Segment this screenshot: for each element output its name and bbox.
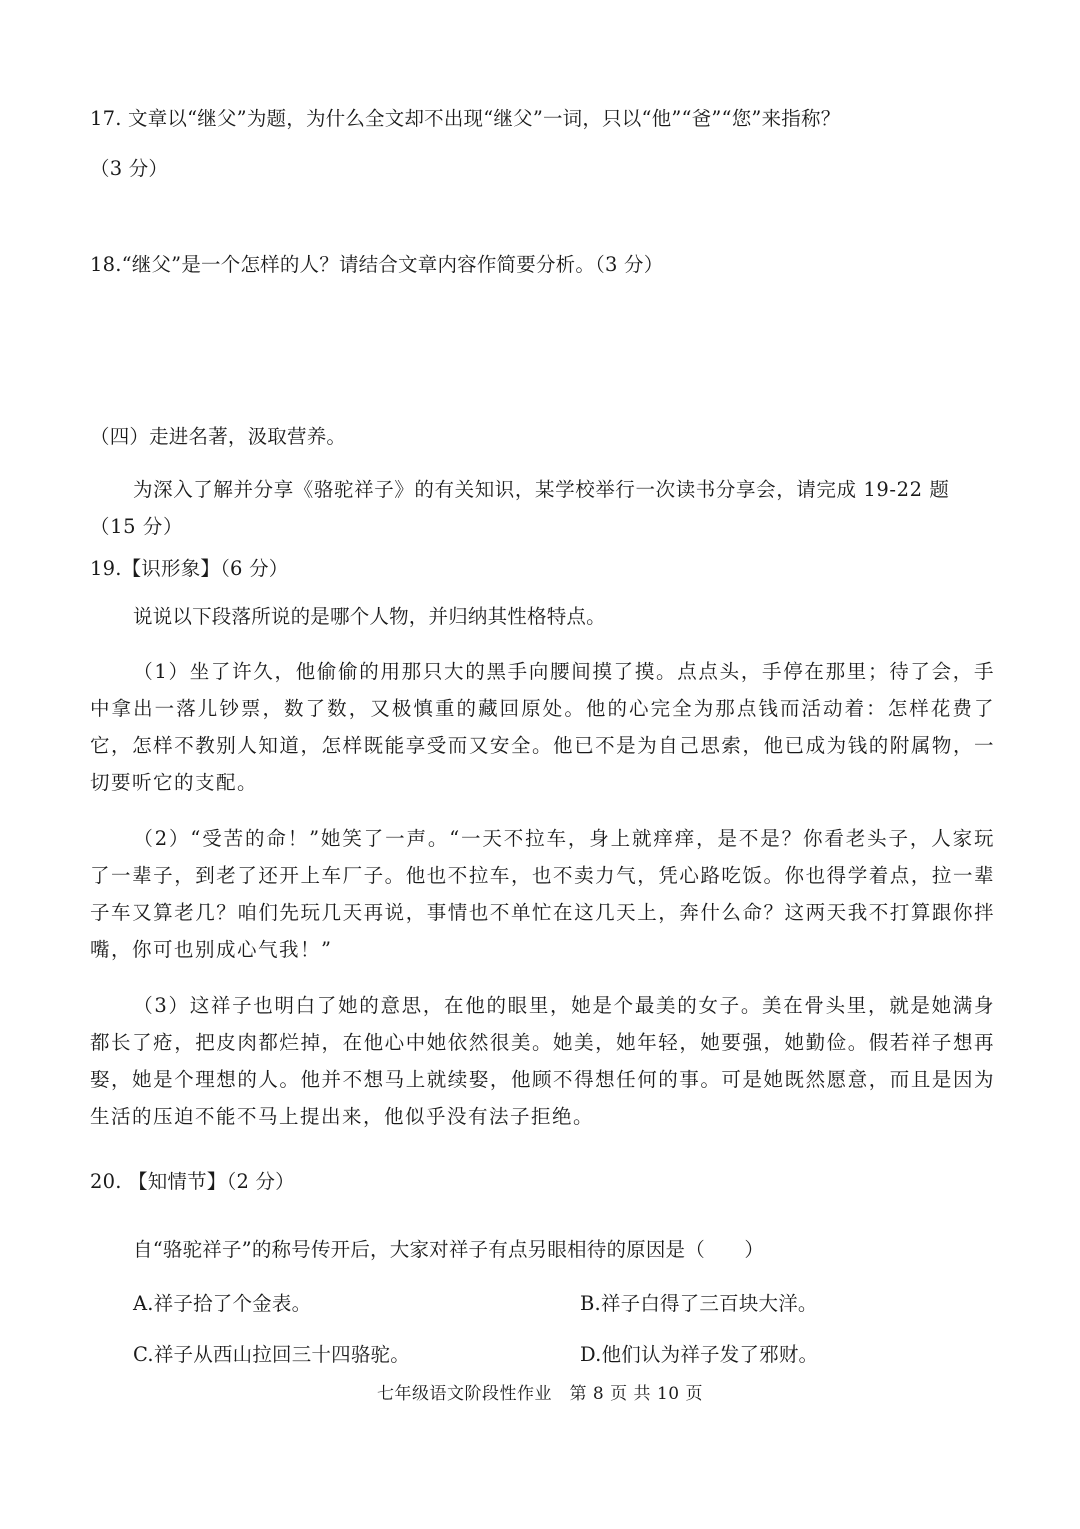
passage-1 xyxy=(90,653,995,801)
passage-2 xyxy=(90,820,995,968)
question-19-instruction: 说说以下段落所说的是哪个人物，并归纳其性格特点。 xyxy=(133,605,606,628)
passage-1-text: （1）坐了许久，他偷偷的用那只大的黑手向腰间摸了摸。点点头，手停在那里；待了会，手中拿出一落儿钞票，数了数，又极慎重的藏回原处。他的心完全为那点钱而活动着：怎样花费了它，怎样不教别人知道，怎样既能享受而又安全。他已不是为自己思索，他已成为钱的附属物，一切要听它的支配。 xyxy=(90,660,995,794)
page-footer: 七年级语文阶段性作业 第 8 页 共 10 页 xyxy=(377,1384,703,1404)
section-4-intro-text: 为深入了解并分享《骆驼祥子》的有关知识，某学校举行一次读书分享会，请完成 19-22 题（15 分） xyxy=(90,478,950,538)
question-20-text: 自“骆驼祥子”的称号传开后，大家对祥子有点另眼相待的原因是（ ） xyxy=(133,1238,765,1261)
option-c: C.祥子从西山拉回三十四骆驼。 xyxy=(133,1343,410,1366)
passage-3 xyxy=(90,987,995,1135)
option-d: D.他们认为祥子发了邪财。 xyxy=(580,1343,819,1366)
question-20-title: 20. 【知情节】（2 分） xyxy=(90,1170,295,1193)
question-17-score: （3 分） xyxy=(90,157,169,180)
option-a: A.祥子拾了个金表。 xyxy=(133,1292,312,1315)
passage-2-text: （2）“受苦的命！”她笑了一声。“一天不拉车，身上就痒痒，是不是？你看老头子，人家玩了一辈子，到老了还开上车厂子。他也不拉车，也不卖力气，凭心路吃饭。你也得学着点，拉一辈子车又算老几？咱们先玩几天再说，事情也不单忙在这几天上，奔什么命？这两天我不打算跟你拌嘴，你可也别成心气我！” xyxy=(90,827,995,961)
section-4-intro xyxy=(90,471,995,545)
passage-3-text: （3）这祥子也明白了她的意思，在他的眼里，她是个最美的女子。美在骨头里，就是她满身都长了疮，把皮肉都烂掉，在他心中她依然很美。她美，她年轻，她要强，她勤俭。假若祥子想再娶，她是个理想的人。他并不想马上就续娶，他顾不得想任何的事。可是她既然愿意，而且是因为生活的压迫不能不马上提出来，他似乎没有法子拒绝。 xyxy=(90,994,995,1128)
section-4-title: （四）走进名著，汲取营养。 xyxy=(90,425,347,448)
question-18-text: 18.“继父”是一个怎样的人？请结合文章内容作简要分析。（3 分） xyxy=(90,253,664,276)
question-19-title: 19.【识形象】（6 分） xyxy=(90,557,289,580)
question-17-text: 17. 文章以“继父”为题，为什么全文却不出现“继父”一词，只以“他”“爸”“您”来指称？ xyxy=(90,107,841,130)
option-b: B.祥子白得了三百块大洋。 xyxy=(580,1292,818,1315)
